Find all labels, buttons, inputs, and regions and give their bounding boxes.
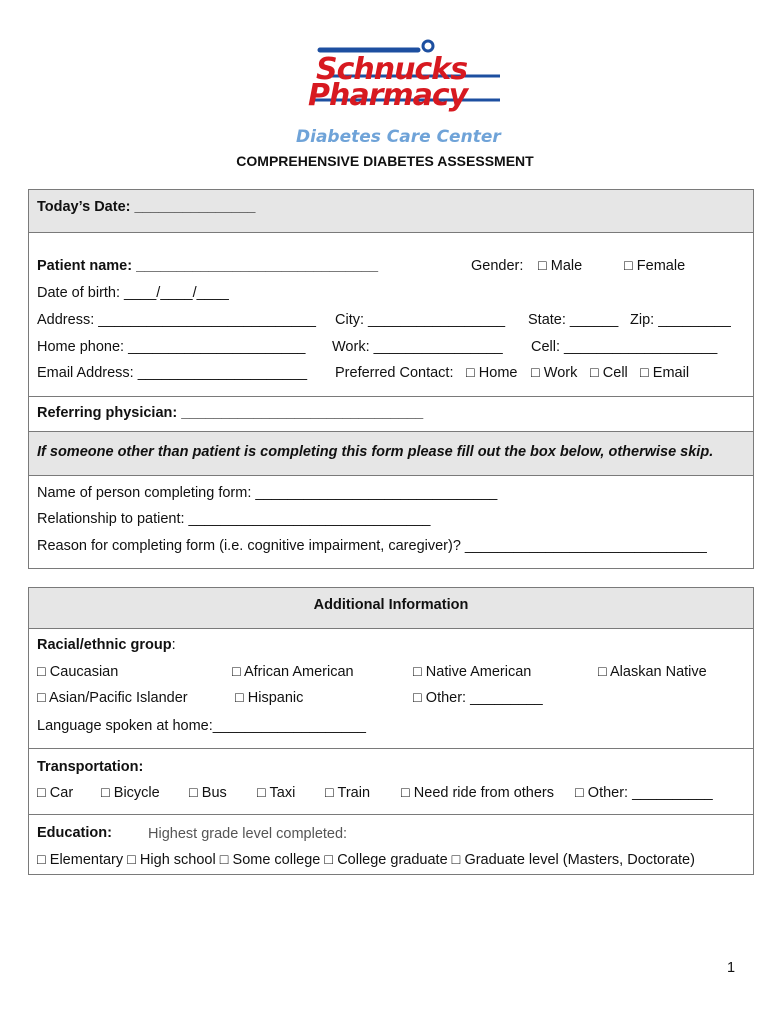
reason-field[interactable]: Reason for completing form (i.e. cognitive impairment, caregiver)? ______________________________ (37, 538, 707, 554)
other-person-instruction: If someone other than patient is completing this form please fill out the box below, otherwise skip. (37, 444, 714, 460)
cell-phone-field[interactable]: Cell: ___________________ (531, 339, 718, 355)
address-field[interactable]: Address: ___________________________ (37, 312, 316, 328)
transport-train-checkbox[interactable]: □ Train (325, 785, 371, 801)
race-african-american-checkbox[interactable]: □ African American (232, 664, 354, 680)
work-phone-field[interactable]: Work: ________________ (332, 339, 503, 355)
racial-group-heading (37, 637, 176, 653)
logo-line2: Pharmacy (308, 78, 468, 113)
patient-name-field[interactable]: Patient name: ______________________________ (37, 258, 379, 274)
email-field[interactable]: Email Address: _____________________ (37, 365, 308, 381)
race-alaskan-native-checkbox[interactable]: □ Alaskan Native (598, 664, 707, 680)
education-label: Education: (37, 825, 112, 841)
page-number: 1 (727, 960, 736, 976)
form-title: COMPREHENSIVE DIABETES ASSESSMENT (236, 153, 534, 169)
transport-bus-checkbox[interactable]: □ Bus (189, 785, 227, 801)
gender-label: Gender: (471, 258, 524, 274)
transport-bicycle-checkbox[interactable]: □ Bicycle (101, 785, 160, 801)
preferred-contact-label: Preferred Contact: (335, 365, 454, 381)
race-native-american-checkbox[interactable]: □ Native American (413, 664, 532, 680)
home-phone-field[interactable]: Home phone: ______________________ (37, 339, 306, 355)
transport-taxi-checkbox[interactable]: □ Taxi (257, 785, 296, 801)
dob-field[interactable]: Date of birth: ____/____/____ (37, 285, 229, 301)
racial-group-colon: : (171, 637, 176, 653)
transport-other-checkbox[interactable]: □ Other: __________ (575, 785, 713, 801)
race-asian-checkbox[interactable]: □ Asian/Pacific Islander (37, 690, 188, 706)
referring-physician-field[interactable]: Referring physician: ______________________________ (37, 405, 424, 421)
education-options[interactable]: □ Elementary □ High school □ Some college □ College graduate □ Graduate level (Masters, Doctorate) (37, 852, 695, 868)
race-caucasian-checkbox[interactable]: □ Caucasian (37, 664, 119, 680)
transportation-label: Transportation: (37, 759, 144, 775)
zip-field[interactable]: Zip: _________ (630, 312, 731, 328)
racial-group-label: Racial/ethnic group (37, 637, 172, 653)
pref-email-checkbox[interactable]: □ Email (640, 365, 690, 381)
transport-car-checkbox[interactable]: □ Car (37, 785, 74, 801)
todays-date-field[interactable]: Today’s Date: _______________ (37, 199, 256, 215)
language-field[interactable]: Language spoken at home:___________________ (37, 718, 366, 734)
state-field[interactable]: State: ______ (528, 312, 619, 328)
education-subtitle: Highest grade level completed: (148, 826, 348, 842)
pref-work-checkbox[interactable]: □ Work (531, 365, 578, 381)
race-other-checkbox[interactable]: □ Other: _________ (413, 690, 543, 706)
logo-line1: Schnucks (316, 52, 468, 87)
additional-info-header: Additional Information (313, 597, 469, 613)
race-hispanic-checkbox[interactable]: □ Hispanic (235, 690, 304, 706)
divider (28, 814, 754, 815)
city-field[interactable]: City: _________________ (335, 312, 506, 328)
pref-home-checkbox[interactable]: □ Home (466, 365, 518, 381)
divider (28, 748, 754, 749)
gender-female-checkbox[interactable]: □ Female (624, 258, 686, 274)
gender-male-checkbox[interactable]: □ Male (538, 258, 583, 274)
logo-subtitle: Diabetes Care Center (296, 127, 501, 147)
relationship-field[interactable]: Relationship to patient: ______________________________ (37, 511, 431, 527)
completer-name-field[interactable]: Name of person completing form: ______________________________ (37, 485, 498, 501)
divider (28, 628, 754, 629)
pref-cell-checkbox[interactable]: □ Cell (590, 365, 628, 381)
transport-need-ride-checkbox[interactable]: □ Need ride from others (401, 785, 555, 801)
